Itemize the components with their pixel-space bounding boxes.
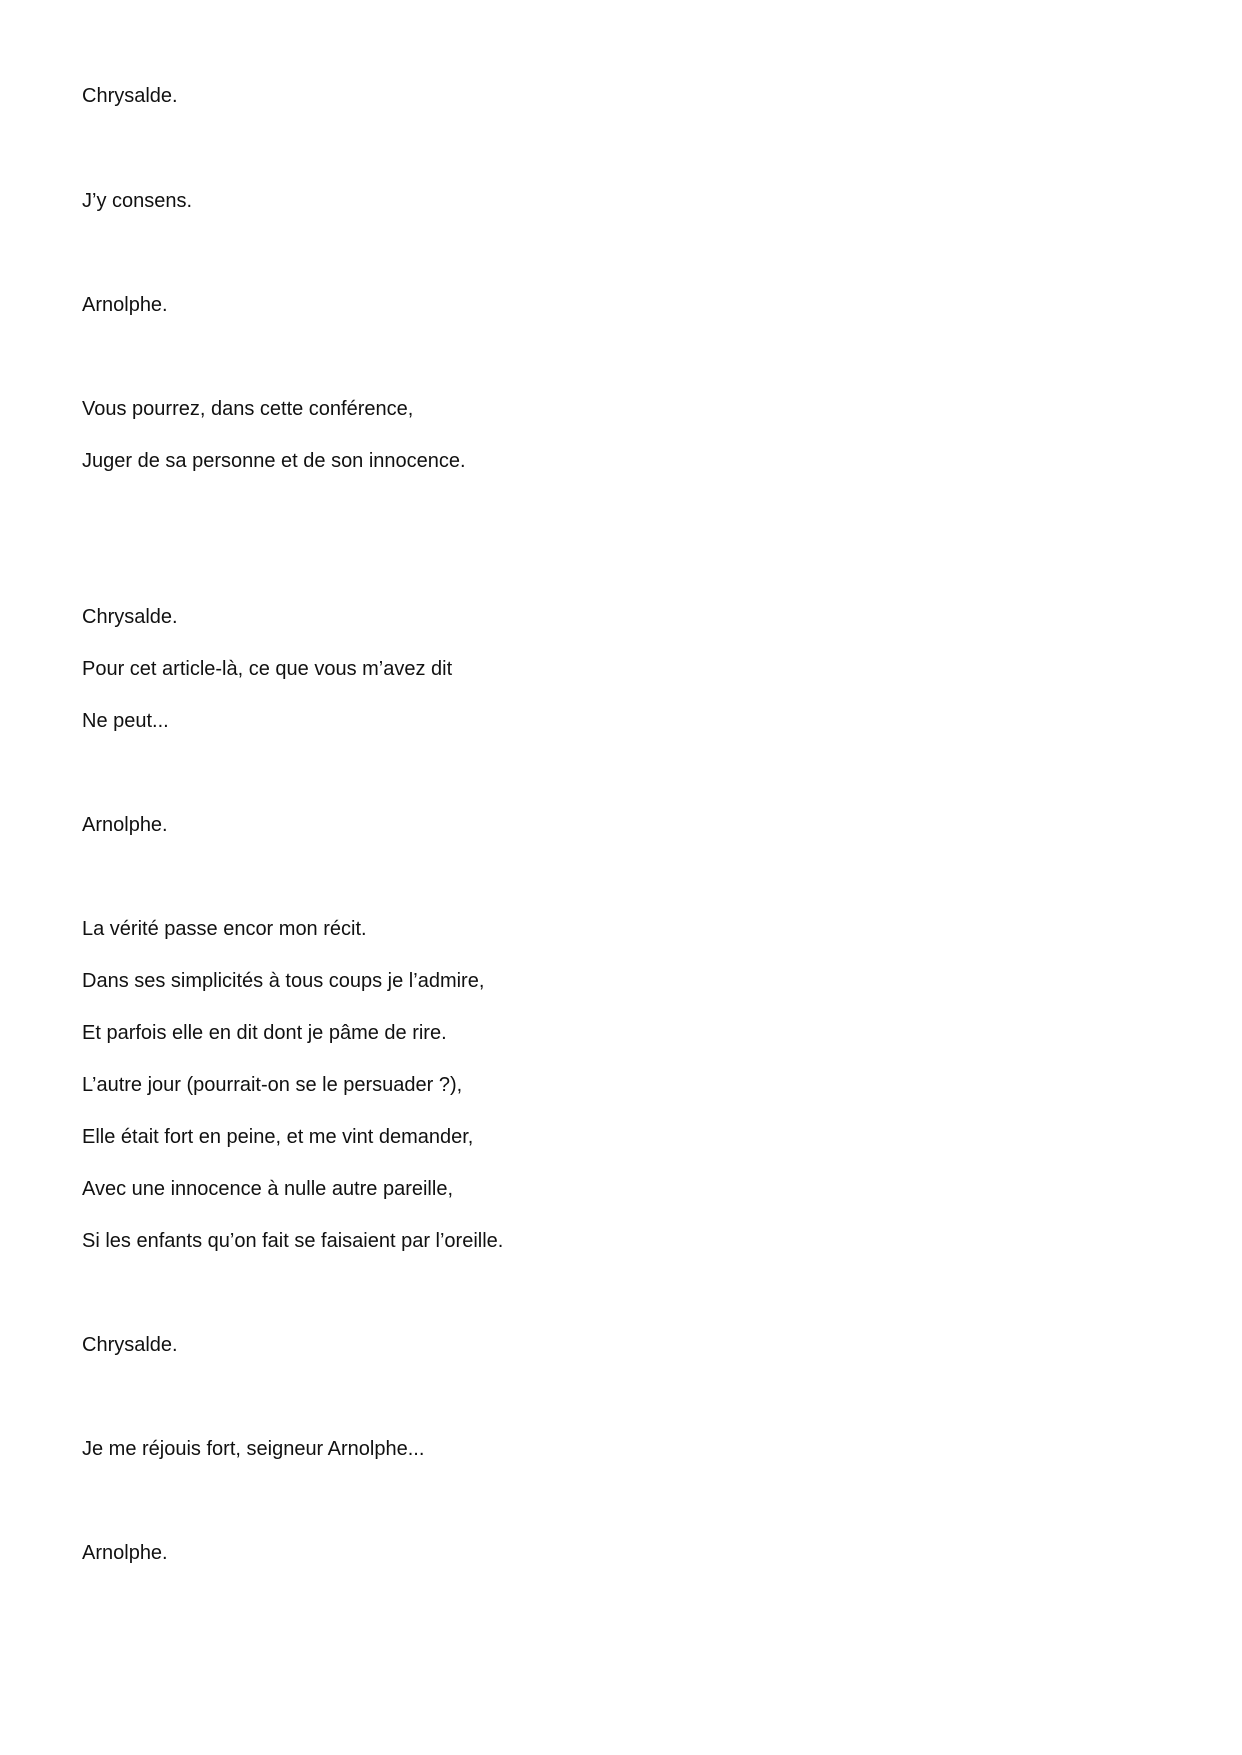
speaker-name: Chrysalde.	[82, 606, 178, 628]
verse-line: Juger de sa personne et de son innocence.	[82, 450, 466, 472]
verse-line: Elle était fort en peine, et me vint demander,	[82, 1126, 474, 1148]
verse-line: J’y consens.	[82, 190, 193, 212]
verse-line: Dans ses simplicités à tous coups je l’admire,	[82, 970, 485, 992]
verse-line: La vérité passe encor mon récit.	[82, 918, 367, 940]
verse-line: Ne peut...	[82, 710, 169, 732]
verse-line: Avec une innocence à nulle autre pareille,	[82, 1178, 453, 1200]
verse-line: L’autre jour (pourrait-on se le persuader ?),	[82, 1074, 463, 1096]
verse-line: Si les enfants qu’on fait se faisaient par l’oreille.	[82, 1230, 504, 1252]
verse-line: Je me réjouis fort, seigneur Arnolphe...	[82, 1438, 425, 1460]
speaker-name: Chrysalde.	[82, 1334, 178, 1356]
speaker-name: Arnolphe.	[82, 294, 168, 316]
verse-line: Et parfois elle en dit dont je pâme de rire.	[82, 1022, 447, 1044]
speaker-name: Chrysalde.	[82, 85, 178, 107]
verse-line: Vous pourrez, dans cette conférence,	[82, 398, 414, 420]
speaker-name: Arnolphe.	[82, 1542, 168, 1564]
verse-line: Pour cet article-là, ce que vous m’avez dit	[82, 658, 453, 680]
speaker-name: Arnolphe.	[82, 814, 168, 836]
